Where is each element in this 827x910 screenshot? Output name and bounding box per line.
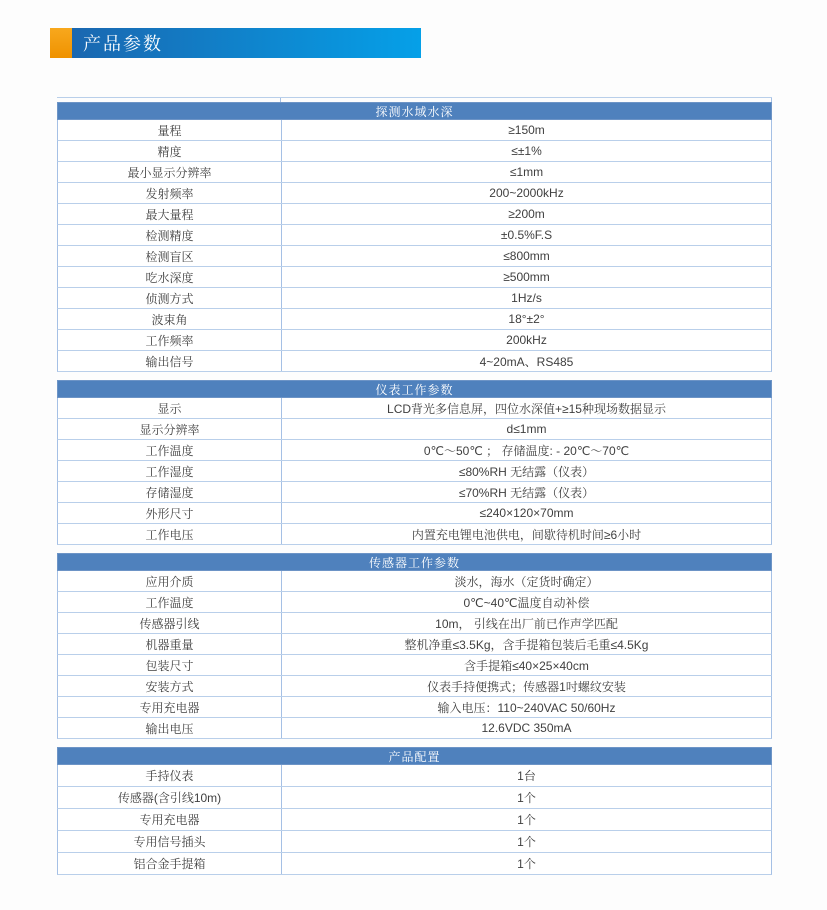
table-row — [57, 183, 772, 204]
spec-value: ≤±1% — [511, 144, 542, 158]
table-row — [57, 765, 772, 787]
spec-section — [57, 553, 772, 739]
accent-square — [50, 28, 72, 58]
spec-label: 包装尺寸 — [58, 655, 282, 675]
spec-value: LCD背光多信息屏，四位水深值+≥15种现场数据显示 — [387, 401, 666, 416]
table-row — [57, 809, 772, 831]
spec-value: ≤800mm — [503, 249, 550, 263]
section-header: 探测水域水深 — [57, 102, 772, 120]
table-row — [57, 697, 772, 718]
spec-value: ≤80%RH 无结露（仪表） — [458, 464, 595, 479]
spec-value: ≤70%RH 无结露（仪表） — [458, 485, 595, 500]
spec-label: 输出电压 — [58, 718, 282, 738]
spec-label: 机器重量 — [58, 634, 282, 654]
spec-value: 200~2000kHz — [489, 186, 564, 200]
spec-value: 1个 — [517, 835, 536, 849]
spec-label: 检测精度 — [58, 225, 282, 245]
spec-label: 吃水深度 — [58, 267, 282, 287]
table-row — [57, 225, 772, 246]
spec-value: 输入电压：110~240VAC 50/60Hz — [437, 700, 616, 715]
spec-value: ≤240×120×70mm — [479, 506, 574, 520]
spec-value: ±0.5%F.S — [500, 228, 553, 242]
table-row — [57, 246, 772, 267]
spec-label: 侦测方式 — [58, 288, 282, 308]
spec-label: 发射频率 — [58, 183, 282, 203]
spec-label: 工作温度 — [58, 592, 282, 612]
spec-label: 安装方式 — [58, 676, 282, 696]
table-row — [57, 503, 772, 524]
spec-label: 最大量程 — [58, 204, 282, 224]
section-header: 仪表工作参数 — [57, 380, 772, 398]
spec-label: 波束角 — [58, 309, 282, 329]
table-row — [57, 787, 772, 809]
spec-label: 专用充电器 — [58, 697, 282, 717]
spec-value: 1个 — [517, 791, 536, 805]
table-row — [57, 162, 772, 183]
spec-value: ≥150m — [508, 123, 545, 137]
spec-label: 工作频率 — [58, 330, 282, 350]
spec-label: 输出信号 — [58, 351, 282, 371]
spec-label: 显示分辨率 — [58, 419, 282, 439]
top-strip-right-cell — [281, 98, 772, 102]
spec-value: 200kHz — [506, 333, 547, 347]
spec-label: 精度 — [58, 141, 282, 161]
page-title-banner — [50, 28, 421, 58]
spec-label: 专用充电器 — [58, 809, 282, 830]
spec-value: 整机净重≤3.5Kg，含手提箱包装后毛重≤4.5Kg — [404, 637, 649, 652]
spec-label: 工作温度 — [58, 440, 282, 460]
table-row — [57, 141, 772, 162]
spec-value: 含手提箱≤40×25×40cm — [464, 658, 589, 673]
spec-label: 传感器(含引线10m) — [58, 787, 282, 808]
spec-tables — [57, 97, 772, 875]
table-row — [57, 461, 772, 482]
table-row — [57, 419, 772, 440]
table-row — [57, 524, 772, 545]
top-strip-left-cell — [57, 98, 281, 102]
spec-value: 淡水，海水（定货时确定） — [454, 574, 599, 589]
spec-label: 存储湿度 — [58, 482, 282, 502]
table-row — [57, 351, 772, 372]
table-row — [57, 831, 772, 853]
spec-value: 4~20mA、RS485 — [479, 354, 574, 369]
table-row — [57, 309, 772, 330]
spec-label: 手持仪表 — [58, 765, 282, 786]
table-row — [57, 330, 772, 351]
spec-label: 检测盲区 — [58, 246, 282, 266]
table-row — [57, 853, 772, 875]
table-row — [57, 398, 772, 419]
page-title: 产品参数 — [83, 34, 163, 54]
table-row — [57, 440, 772, 461]
title-bar — [72, 28, 421, 58]
section-header: 产品配置 — [57, 747, 772, 765]
table-top-strip — [57, 97, 772, 102]
spec-value: 1个 — [517, 857, 536, 871]
spec-label: 显示 — [58, 398, 282, 418]
section-header: 传感器工作参数 — [57, 553, 772, 571]
spec-label: 工作湿度 — [58, 461, 282, 481]
spec-value: 12.6VDC 350mA — [481, 721, 572, 735]
spec-value: 仪表手持便携式；传感器1吋螺纹安装 — [427, 679, 626, 694]
table-row — [57, 592, 772, 613]
spec-label: 外形尺寸 — [58, 503, 282, 523]
spec-label: 工作电压 — [58, 524, 282, 544]
spec-value: 1Hz/s — [511, 291, 542, 305]
table-row — [57, 482, 772, 503]
spec-value: 内置充电锂电池供电，间歇待机时间≥6小时 — [411, 527, 642, 542]
spec-section — [57, 102, 772, 372]
table-row — [57, 634, 772, 655]
spec-value: ≥500mm — [503, 270, 550, 284]
spec-label: 应用介质 — [58, 571, 282, 591]
table-row — [57, 571, 772, 592]
table-row — [57, 120, 772, 141]
table-row — [57, 676, 772, 697]
spec-value: 10m， 引线在出厂前已作声学匹配 — [435, 616, 618, 631]
table-row — [57, 288, 772, 309]
spec-value: d≤1mm — [506, 422, 547, 436]
table-row — [57, 204, 772, 225]
spec-label: 专用信号插头 — [58, 831, 282, 852]
spec-value: 18°±2° — [508, 312, 545, 326]
spec-value: 0℃～50℃ ； 存储温度: - 20℃～70℃ — [423, 443, 630, 458]
spec-label: 传感器引线 — [58, 613, 282, 633]
spec-value: ≤1mm — [509, 165, 544, 179]
spec-value: ≥200m — [508, 207, 545, 221]
spec-label: 最小显示分辨率 — [58, 162, 282, 182]
spec-section — [57, 380, 772, 545]
spec-value: 0℃~40℃温度自动补偿 — [463, 595, 590, 610]
table-row — [57, 718, 772, 739]
spec-label: 铝合金手提箱 — [58, 853, 282, 874]
table-row — [57, 267, 772, 288]
spec-value: 1台 — [517, 769, 536, 783]
spec-value: 1个 — [517, 813, 536, 827]
table-row — [57, 655, 772, 676]
table-row — [57, 613, 772, 634]
spec-label: 量程 — [58, 120, 282, 140]
spec-section — [57, 747, 772, 875]
